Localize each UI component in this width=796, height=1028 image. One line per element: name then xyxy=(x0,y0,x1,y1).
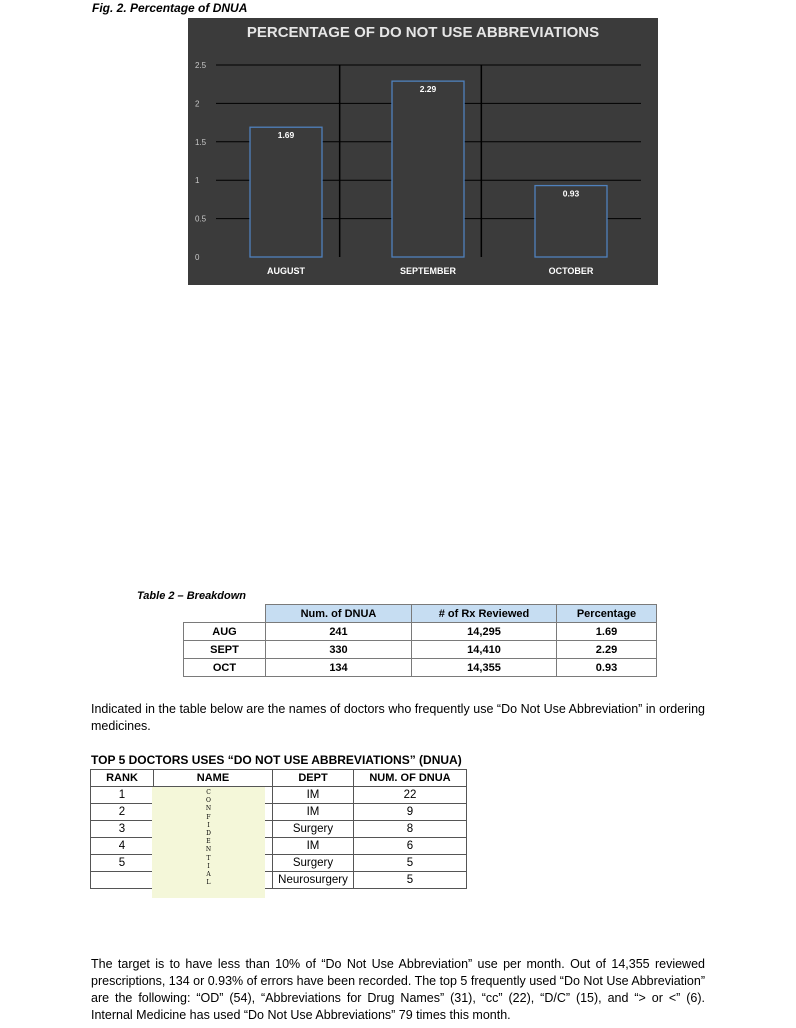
table-row xyxy=(184,641,657,659)
breakdown-pct: 1.69 xyxy=(557,623,657,641)
table-row xyxy=(91,838,467,855)
intro-paragraph: Indicated in the table below are the names of doctors who frequently use “Do Not Use Abbreviation” in ordering medicines. xyxy=(91,702,705,733)
top5-header-row xyxy=(91,770,467,787)
breakdown-pct: 0.93 xyxy=(557,659,657,677)
top5-header-dept: DEPT xyxy=(273,770,354,787)
breakdown-table xyxy=(183,604,657,677)
top5-num: 8 xyxy=(354,821,467,838)
top5-table xyxy=(90,769,467,889)
table-row xyxy=(91,821,467,838)
confidential-label: C O N F I D E N T I A L xyxy=(205,789,212,887)
top5-dept: IM xyxy=(273,787,354,804)
table-row xyxy=(184,659,657,677)
figure-caption: Fig. 2. Percentage of DNUA xyxy=(92,1,248,15)
y-tick-label: 2 xyxy=(195,99,200,109)
breakdown-month: SEPT xyxy=(184,641,266,659)
x-tick-label: OCTOBER xyxy=(548,266,594,276)
dnua-bar-chart xyxy=(188,18,658,285)
table-row xyxy=(91,787,467,804)
chart-canvas xyxy=(188,18,658,285)
chart-title: PERCENTAGE OF DO NOT USE ABBREVIATIONS xyxy=(246,24,600,41)
top5-rank xyxy=(91,872,154,889)
top5-num: 6 xyxy=(354,838,467,855)
top5-dept: Neurosurgery xyxy=(273,872,354,889)
breakdown-reviewed: 14,295 xyxy=(412,623,557,641)
bar-data-label: 1.69 xyxy=(277,130,295,141)
top5-header-num: NUM. OF DNUA xyxy=(354,770,467,787)
breakdown-caption: Table 2 – Breakdown xyxy=(137,590,247,602)
bar-data-label: 0.93 xyxy=(562,188,580,199)
breakdown-dnua: 330 xyxy=(266,641,412,659)
top5-header-rank: RANK xyxy=(91,770,154,787)
top5-title: TOP 5 DOCTORS USES “DO NOT USE ABBREVIATIONS” (DNUA) xyxy=(91,753,462,767)
top5-rank: 3 xyxy=(91,821,154,838)
breakdown-dnua: 241 xyxy=(266,623,412,641)
top5-rank: 4 xyxy=(91,838,154,855)
breakdown-header-dnua: Num. of DNUA xyxy=(266,605,412,623)
breakdown-pct: 2.29 xyxy=(557,641,657,659)
breakdown-reviewed: 14,410 xyxy=(412,641,557,659)
bar xyxy=(250,127,322,257)
top5-rank: 2 xyxy=(91,804,154,821)
top5-rank: 5 xyxy=(91,855,154,872)
breakdown-month: AUG xyxy=(184,623,266,641)
top5-dept: IM xyxy=(273,838,354,855)
breakdown-header-reviewed: # of Rx Reviewed xyxy=(412,605,557,623)
breakdown-header-percentage: Percentage xyxy=(557,605,657,623)
table-row xyxy=(184,623,657,641)
top5-dept: IM xyxy=(273,804,354,821)
top5-dept: Surgery xyxy=(273,821,354,838)
top5-dept: Surgery xyxy=(273,855,354,872)
y-tick-label: 1.5 xyxy=(195,137,207,147)
confidential-redaction xyxy=(152,787,265,898)
breakdown-reviewed: 14,355 xyxy=(412,659,557,677)
top5-num: 9 xyxy=(354,804,467,821)
y-tick-label: 0.5 xyxy=(195,214,207,224)
top5-num: 22 xyxy=(354,787,467,804)
breakdown-header-blank xyxy=(184,605,266,623)
top5-num: 5 xyxy=(354,855,467,872)
top5-header-name: NAME xyxy=(154,770,273,787)
summary-paragraph: The target is to have less than 10% of “Do Not Use Abbreviation” use per month. Out of 14,355 reviewed prescriptions, 134 or 0.93% of errors have been recorded. The top 5 frequently used “Do Not Use Abbreviation” are the following: “OD” (54), “Abbreviations for Drug Names” (31), “cc” (22), “D/C” (15), and “> or <” (6). Internal Medicine has used “Do Not Use Abbreviations” 79 times this month. xyxy=(91,957,706,1022)
y-tick-label: 1 xyxy=(195,176,200,186)
y-tick-label: 2.5 xyxy=(195,61,207,70)
breakdown-dnua: 134 xyxy=(266,659,412,677)
table-row xyxy=(91,804,467,821)
y-tick-label: 0 xyxy=(195,253,200,262)
bar xyxy=(392,81,464,257)
x-tick-label: AUGUST xyxy=(267,266,305,276)
bar-data-label: 2.29 xyxy=(419,84,437,95)
top5-num: 5 xyxy=(354,872,467,889)
x-tick-label: SEPTEMBER xyxy=(399,266,457,276)
top5-rank: 1 xyxy=(91,787,154,804)
table-row xyxy=(91,855,467,872)
breakdown-header-row xyxy=(184,605,657,623)
table-row xyxy=(91,872,467,889)
breakdown-month: OCT xyxy=(184,659,266,677)
